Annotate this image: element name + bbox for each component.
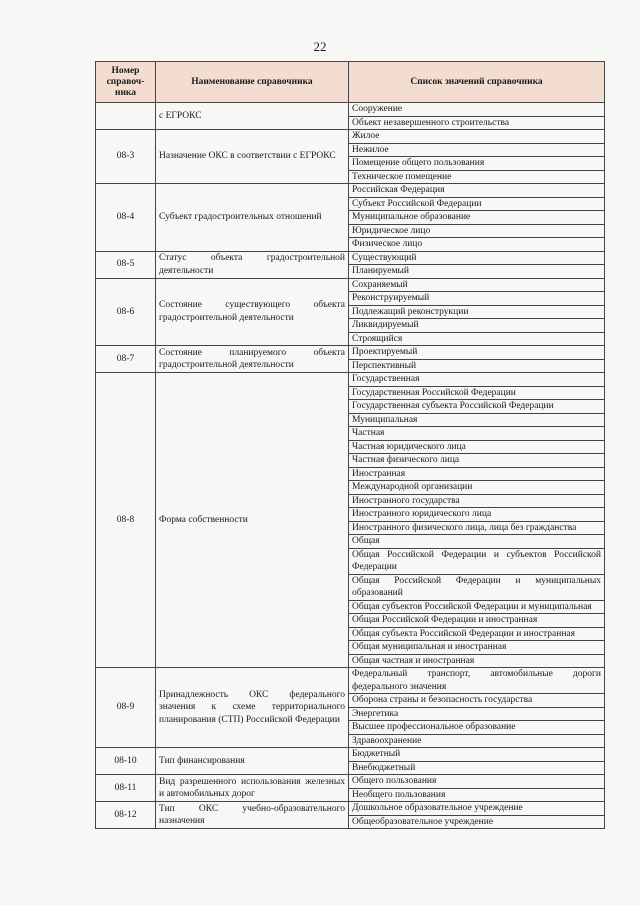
reference-value: Подлежащий реконструкции xyxy=(349,305,605,319)
reference-value: Иностранного юридического лица xyxy=(349,508,605,522)
reference-value: Сохраняемый xyxy=(349,278,605,292)
reference-value: Помещение общего пользования xyxy=(349,157,605,171)
table-body xyxy=(96,103,605,829)
table-row xyxy=(96,668,605,694)
reference-value: Общая xyxy=(349,535,605,549)
reference-value: Федеральный транспорт, автомобильные дороги федерального значения xyxy=(349,668,605,694)
reference-value: Объект незавершенного строительства xyxy=(349,116,605,130)
reference-value: Оборона страны и безопасность государства xyxy=(349,694,605,708)
reference-value: Муниципальное образование xyxy=(349,211,605,225)
reference-value: Государственная Российской Федерации xyxy=(349,386,605,400)
reference-value: Частная юридического лица xyxy=(349,440,605,454)
reference-value: Ликвидируемый xyxy=(349,319,605,333)
page-number: 22 xyxy=(313,39,327,54)
reference-name: Форма собственности xyxy=(156,373,349,668)
reference-value: Здравоохранение xyxy=(349,734,605,748)
table-row xyxy=(96,278,605,292)
reference-number: 08-6 xyxy=(96,278,156,346)
reference-value: Общая Российской Федерации и муниципальных образований xyxy=(349,574,605,600)
reference-value: Общая субъекта Российской Федерации и иностранная xyxy=(349,627,605,641)
reference-value: Иностранная xyxy=(349,467,605,481)
header-number: Номер справоч-ника xyxy=(96,62,156,103)
table-header-row xyxy=(96,62,605,103)
reference-value: Общая муниципальная и иностранная xyxy=(349,641,605,655)
reference-value: Энергетика xyxy=(349,707,605,721)
reference-name: Назначение ОКС в соответствии с ЕГРОКС xyxy=(156,130,349,184)
reference-name: Состояние планируемого объекта градостроительной деятельности xyxy=(156,346,349,373)
reference-name: Вид разрешенного использования железных и автомобильных дорог xyxy=(156,775,349,802)
reference-value: Муниципальная xyxy=(349,413,605,427)
reference-value: Бюджетный xyxy=(349,748,605,762)
table-row xyxy=(96,346,605,360)
reference-value: Юридическое лицо xyxy=(349,224,605,238)
reference-name: Статус объекта градостроительной деятельности xyxy=(156,251,349,278)
reference-value: Нежилое xyxy=(349,143,605,157)
reference-value: Частная xyxy=(349,427,605,441)
reference-value: Общая Российской Федерации и субъектов Российской Федерации xyxy=(349,548,605,574)
reference-value: Перспективный xyxy=(349,359,605,373)
reference-value: Общая субъектов Российской Федерации и муниципальная xyxy=(349,600,605,614)
reference-value: Планируемый xyxy=(349,265,605,279)
reference-value: Международной организации xyxy=(349,481,605,495)
reference-value: Общего пользования xyxy=(349,775,605,789)
reference-value: Высшее профессиональное образование xyxy=(349,721,605,735)
reference-value: Жилое xyxy=(349,130,605,144)
reference-value: Иностранного государства xyxy=(349,494,605,508)
reference-name: Субъект градостроительных отношений xyxy=(156,184,349,252)
reference-number: 08-4 xyxy=(96,184,156,252)
reference-number: 08-9 xyxy=(96,668,156,748)
reference-value: Общая частная и иностранная xyxy=(349,654,605,668)
table-row xyxy=(96,775,605,789)
table-row xyxy=(96,130,605,144)
reference-number: 08-8 xyxy=(96,373,156,668)
reference-name: Тип финансирования xyxy=(156,748,349,775)
reference-number: 08-10 xyxy=(96,748,156,775)
reference-number: 08-11 xyxy=(96,775,156,802)
reference-number xyxy=(96,103,156,130)
reference-value: Сооружение xyxy=(349,103,605,117)
reference-value: Проектируемый xyxy=(349,346,605,360)
reference-value: Существующий xyxy=(349,251,605,265)
reference-name: Тип ОКС учебно-образовательного назначения xyxy=(156,802,349,829)
reference-value: Техническое помещение xyxy=(349,170,605,184)
reference-name: Состояние существующего объекта градостроительной деятельности xyxy=(156,278,349,346)
table-row xyxy=(96,802,605,816)
reference-value: Государственная xyxy=(349,373,605,387)
reference-value: Реконструируемый xyxy=(349,292,605,306)
reference-number: 08-5 xyxy=(96,251,156,278)
reference-value: Дошкольное образовательное учреждение xyxy=(349,802,605,816)
reference-name: Принадлежность ОКС федерального значения к схеме территориального планирования (СТП) Российской Федерации xyxy=(156,668,349,748)
reference-value: Строящийся xyxy=(349,332,605,346)
table-row xyxy=(96,373,605,387)
reference-value: Иностранного физического лица, лица без гражданства xyxy=(349,521,605,535)
table-row xyxy=(96,251,605,265)
header-name: Наименование справочника xyxy=(156,62,349,103)
reference-value: Частная физического лица xyxy=(349,454,605,468)
reference-value: Внебюджетный xyxy=(349,761,605,775)
reference-value: Общая Российской Федерации и иностранная xyxy=(349,614,605,628)
reference-value: Общеобразовательное учреждение xyxy=(349,815,605,829)
reference-number: 08-3 xyxy=(96,130,156,184)
reference-number: 08-12 xyxy=(96,802,156,829)
reference-value: Физическое лицо xyxy=(349,238,605,252)
reference-value: Государственная субъекта Российской Федерации xyxy=(349,400,605,414)
table-row xyxy=(96,103,605,117)
reference-table xyxy=(95,61,605,829)
reference-value: Необщего пользования xyxy=(349,788,605,802)
table-row xyxy=(96,184,605,198)
reference-number: 08-7 xyxy=(96,346,156,373)
table-row xyxy=(96,748,605,762)
reference-value: Субъект Российской Федерации xyxy=(349,197,605,211)
reference-value: Российская Федерация xyxy=(349,184,605,198)
reference-name: с ЕГРОКС xyxy=(156,103,349,130)
header-values: Список значений справочника xyxy=(349,62,605,103)
